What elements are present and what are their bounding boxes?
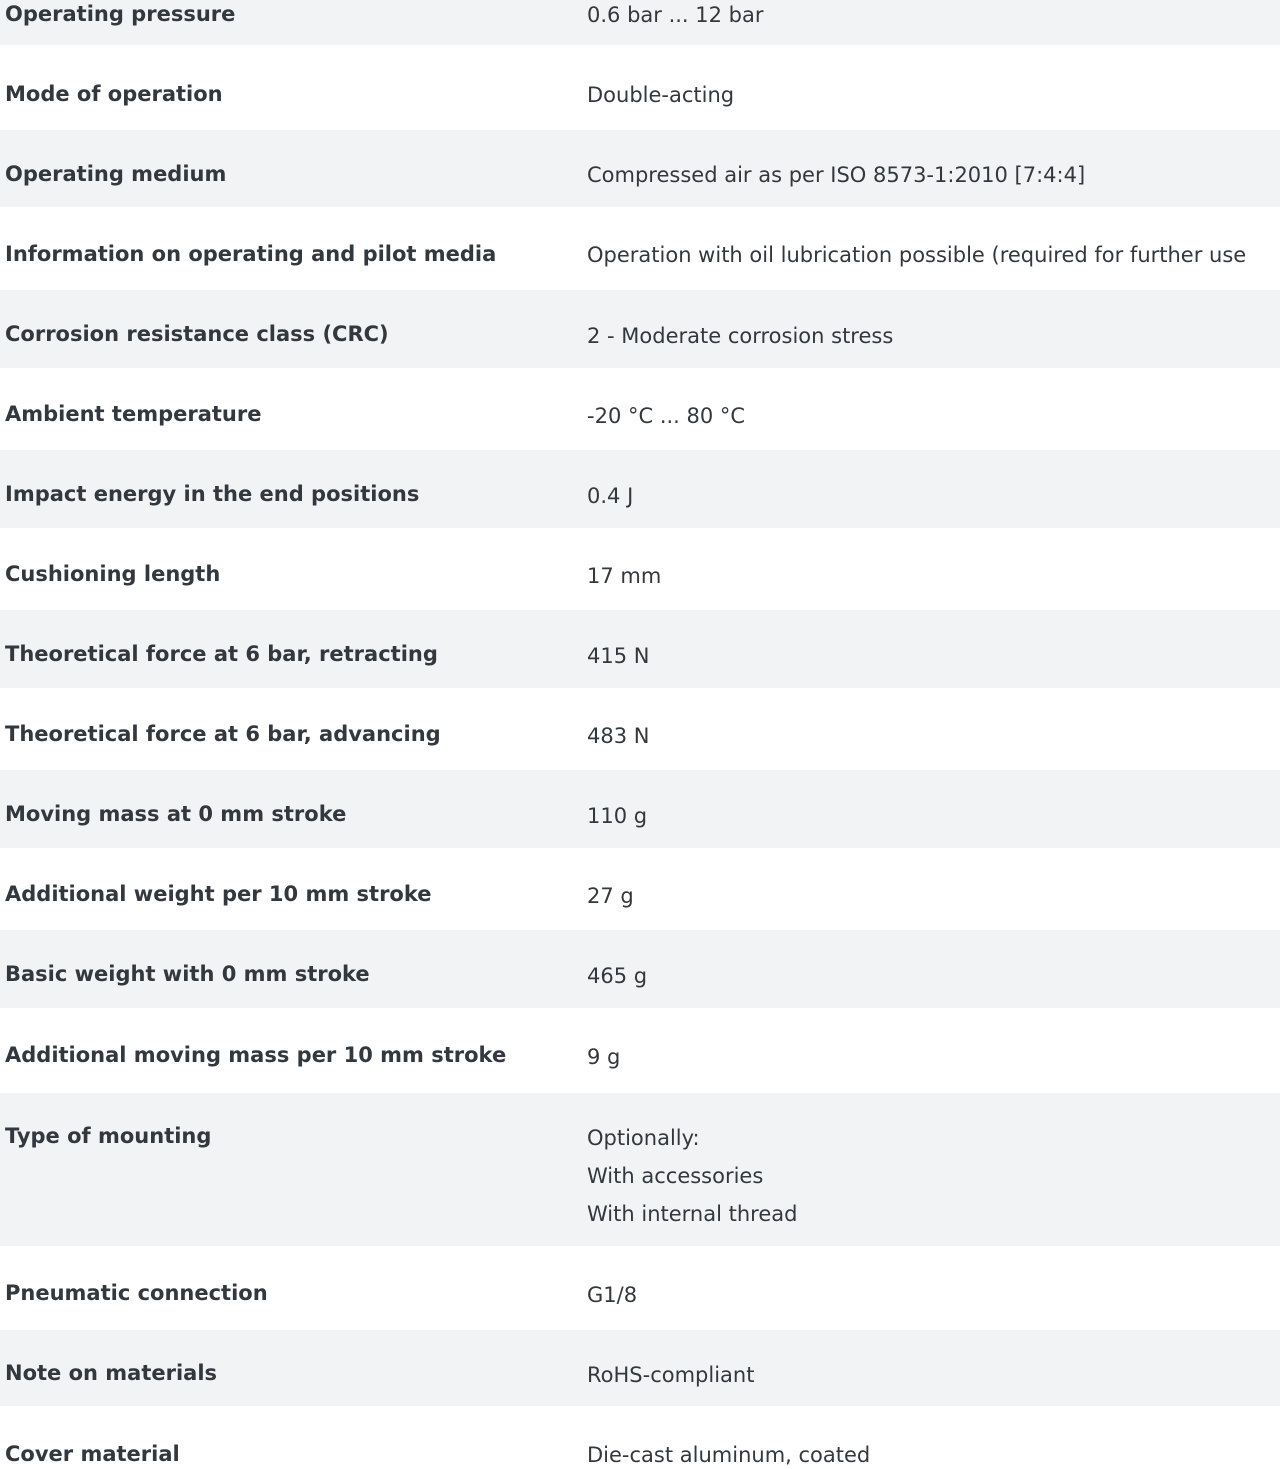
spec-label: Operating medium [5, 162, 227, 186]
spec-row-ambient-temperature [0, 368, 1280, 450]
spec-label: Cover material [5, 1442, 180, 1466]
spec-value: 110 g [587, 804, 648, 828]
spec-label: Note on materials [5, 1361, 218, 1385]
spec-row-operating-pressure [0, 0, 1280, 45]
spec-label: Mode of operation [5, 82, 223, 106]
spec-label: Moving mass at 0 mm stroke [5, 802, 347, 826]
spec-label: Theoretical force at 6 bar, advancing [5, 722, 441, 746]
spec-label: Theoretical force at 6 bar, retracting [5, 642, 438, 666]
spec-label: Additional moving mass per 10 mm stroke [5, 1043, 507, 1067]
spec-label: Basic weight with 0 mm stroke [5, 962, 370, 986]
spec-label: Pneumatic connection [5, 1281, 268, 1305]
spec-row-impact-energy [0, 450, 1280, 528]
spec-label: Information on operating and pilot media [5, 242, 497, 266]
spec-label: Type of mounting [5, 1124, 212, 1148]
spec-value: G1/8 [587, 1283, 638, 1307]
spec-row-note-on-materials [0, 1330, 1280, 1406]
spec-row-cushioning-length [0, 528, 1280, 610]
spec-row-additional-moving-mass [0, 1008, 1280, 1093]
spec-value: 9 g [587, 1045, 621, 1069]
spec-value: Die-cast aluminum, coated [587, 1443, 871, 1467]
spec-value: Operation with oil lubrication possible (required for further use [587, 243, 1247, 267]
spec-row-pneumatic-connection [0, 1246, 1280, 1330]
spec-value: RoHS-compliant [587, 1363, 755, 1387]
spec-value: 465 g [587, 964, 648, 988]
spec-value-list [587, 1119, 1280, 1233]
spec-value: 17 mm [587, 564, 662, 588]
spec-value: 27 g [587, 884, 634, 908]
spec-row-additional-weight [0, 848, 1280, 930]
spec-label: Impact energy in the end positions [5, 482, 420, 506]
spec-value: 0.4 J [587, 484, 634, 508]
spec-value: Double-acting [587, 83, 735, 107]
spec-value-line: Optionally: [587, 1126, 700, 1150]
spec-row-force-retracting [0, 610, 1280, 688]
spec-row-corrosion-class [0, 290, 1280, 368]
spec-label: Corrosion resistance class (CRC) [5, 322, 389, 346]
spec-row-basic-weight [0, 930, 1280, 1008]
spec-value: 483 N [587, 724, 650, 748]
spec-row-operating-medium [0, 130, 1280, 207]
spec-row-type-of-mounting [0, 1093, 1280, 1246]
spec-value: -20 °C ... 80 °C [587, 404, 746, 428]
spec-label: Additional weight per 10 mm stroke [5, 882, 432, 906]
spec-label: Ambient temperature [5, 402, 262, 426]
spec-label: Operating pressure [5, 2, 236, 26]
spec-row-moving-mass [0, 770, 1280, 848]
spec-value: 415 N [587, 644, 650, 668]
spec-value-line: With internal thread [587, 1202, 798, 1226]
spec-label: Cushioning length [5, 562, 221, 586]
spec-value: 0.6 bar ... 12 bar [587, 3, 764, 27]
spec-row-force-advancing [0, 688, 1280, 770]
spec-row-operating-pilot-media [0, 207, 1280, 290]
spec-row-mode-of-operation [0, 45, 1280, 130]
spec-row-cover-material [0, 1406, 1280, 1469]
spec-value: 2 - Moderate corrosion stress [587, 324, 894, 348]
spec-value-line: With accessories [587, 1164, 764, 1188]
spec-value: Compressed air as per ISO 8573-1:2010 [7:4:4] [587, 163, 1086, 187]
